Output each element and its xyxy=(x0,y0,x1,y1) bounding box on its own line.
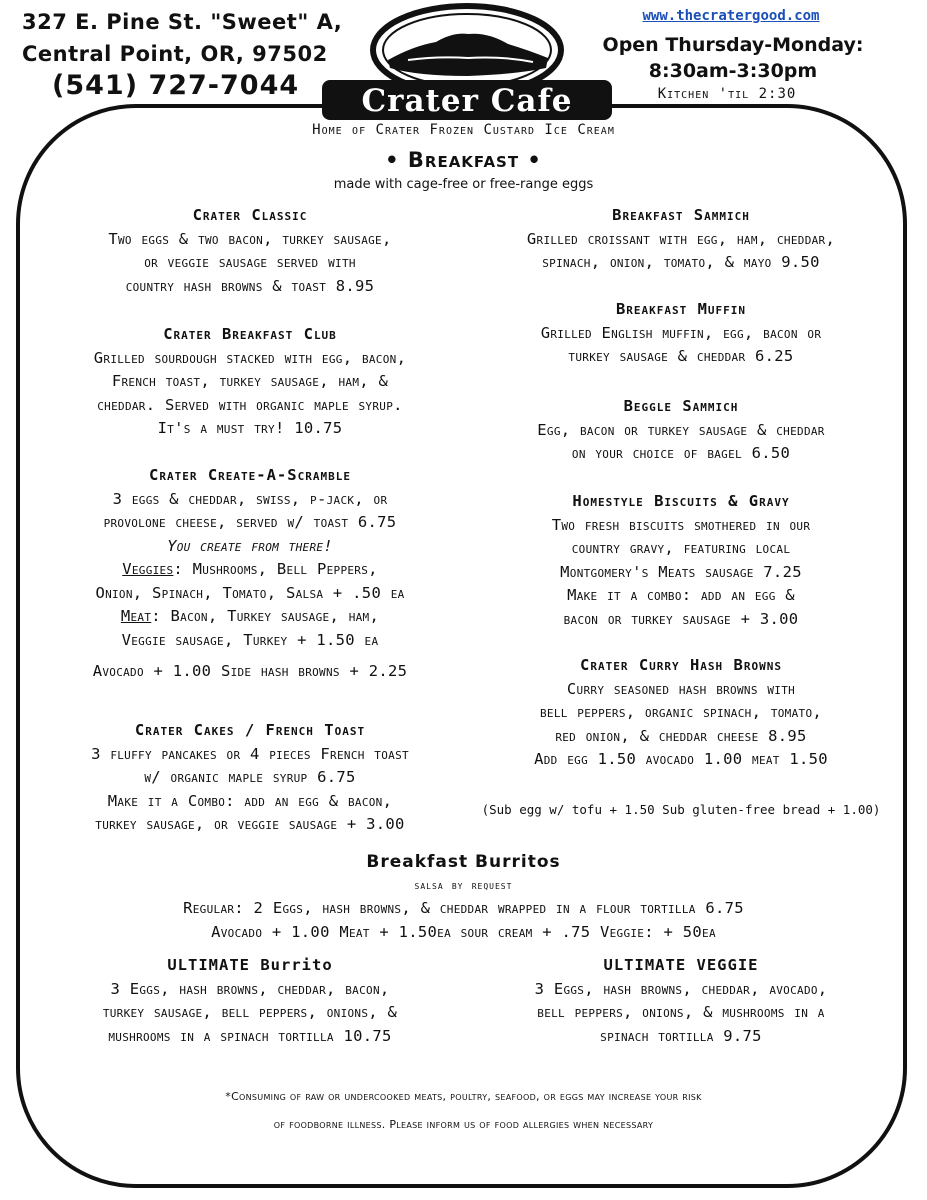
item-line: Egg, bacon or turkey sausage & cheddar xyxy=(537,420,825,439)
item-line: on your choice of bagel 6.50 xyxy=(571,444,791,462)
item-line: Two eggs & two bacon, turkey sausage, xyxy=(108,229,392,248)
kitchen-hours: Kitchen 'til 2:30 xyxy=(657,86,797,102)
website-link[interactable]: www.thecratergood.com xyxy=(642,8,820,24)
item-line: spinach tortilla 9.75 xyxy=(600,1026,762,1045)
logo-text: Crater Cafe xyxy=(361,83,573,119)
item-line: Add egg 1.50 avocado 1.00 meat 1.50 xyxy=(534,750,828,768)
logo-graphic xyxy=(318,2,616,124)
item-title: Crater Cakes / French Toast xyxy=(134,721,366,739)
item-line: country hash browns & toast 8.95 xyxy=(125,276,375,295)
item-title: Crater Breakfast Club xyxy=(163,325,337,343)
veggies-label: Veggies xyxy=(122,560,174,578)
burritos-title: Breakfast Burritos xyxy=(366,852,561,872)
item-line: French toast, turkey sausage, ham, & xyxy=(111,372,389,390)
item-title: Crater Create-A-Scramble xyxy=(149,466,351,484)
section-title: • Breakfast • xyxy=(385,148,542,172)
item-line: Make it a combo: add an egg & xyxy=(567,586,795,604)
item-title: ULTIMATE Burrito xyxy=(167,956,333,974)
item-line: Grilled croissant with egg, ham, cheddar, xyxy=(526,229,836,248)
menu-item-create-a-scramble xyxy=(30,464,470,684)
item-line: bell peppers, onions, & mushrooms in a xyxy=(537,1003,825,1021)
item-line: Two fresh biscuits smothered in our xyxy=(551,515,811,534)
menu-item-crater-cakes xyxy=(30,719,470,837)
item-line: turkey sausage & cheddar 6.25 xyxy=(568,347,794,365)
item-extras: Avocado + 1.00 Side hash browns + 2.25 xyxy=(92,662,408,680)
item-line: cheddar. Served with organic maple syrup. xyxy=(97,395,403,414)
item-line: bacon or turkey sausage + 3.00 xyxy=(563,609,799,628)
item-line: Make it a Combo: add an egg & bacon, xyxy=(107,791,393,810)
item-line: Onion, Spinach, Tomato, Salsa + .50 ea xyxy=(95,583,405,602)
item-line: turkey sausage, bell peppers, onions, & xyxy=(102,1003,398,1021)
item-line: 3 fluffy pancakes or 4 pieces French toast xyxy=(91,744,409,763)
item-line: It's a must try! 10.75 xyxy=(157,419,343,437)
address-line1: 327 E. Pine St. "Sweet" A, xyxy=(22,10,343,34)
menu-item-biscuits-gravy xyxy=(472,490,890,631)
item-line: bell peppers, organic spinach, tomato, xyxy=(539,703,823,721)
item-title: Beggle Sammich xyxy=(623,397,739,415)
crater-cafe-logo xyxy=(318,2,616,124)
item-title: Breakfast Muffin xyxy=(615,300,747,318)
item-line: turkey sausage, or veggie sausage + 3.00 xyxy=(95,815,405,833)
item-line: Montgomery's Meats sausage 7.25 xyxy=(560,562,802,581)
item-line: red onion, & cheddar cheese 8.95 xyxy=(555,726,807,745)
phone-number: (541) 727-7044 xyxy=(52,70,300,101)
item-line: 3 Eggs, hash browns, cheddar, bacon, xyxy=(110,979,390,998)
menu-item-breakfast-sammich xyxy=(472,204,890,275)
hours-times: 8:30am-3:30pm xyxy=(648,60,818,82)
item-title: Crater Curry Hash Browns xyxy=(580,656,782,674)
burrito-addons-line: Avocado + 1.00 Meat + 1.50ea sour cream + .75 Veggie: + 50ea xyxy=(211,922,716,941)
opening-hours xyxy=(583,32,883,84)
menu-item-breakfast-club xyxy=(30,323,470,441)
item-line: or veggie sausage served with xyxy=(144,253,356,271)
footer-disclaimer-line2: of foodborne illness. Please inform us of food allergies when necessary xyxy=(273,1118,654,1131)
item-title: Homestyle Biscuits & Gravy xyxy=(572,492,790,510)
burrito-regular-line: Regular: 2 Eggs, hash browns, & cheddar wrapped in a flour tortilla 6.75 xyxy=(183,899,744,917)
address xyxy=(22,6,342,70)
footer-disclaimer-line1: *Consuming of raw or undercooked meats, poultry, seafood, or eggs may increase your risk xyxy=(225,1090,702,1103)
menu-item-ultimate-veggie xyxy=(472,954,890,1048)
tagline: Home of Crater Frozen Custard Ice Cream xyxy=(312,122,615,138)
item-line: Grilled English muffin, egg, bacon or xyxy=(540,323,822,342)
menu-item-crater-classic xyxy=(40,204,460,298)
menu-item-curry-hash-browns xyxy=(472,654,890,772)
menu-item-ultimate-burrito xyxy=(40,954,460,1048)
meat-label: Meat xyxy=(120,607,152,625)
item-line: Grilled sourdough stacked with egg, bacon, xyxy=(93,348,407,367)
burritos-salsa-note: salsa by request xyxy=(414,878,513,892)
menu-item-breakfast-muffin xyxy=(472,298,890,369)
address-line2: Central Point, OR, 97502 xyxy=(22,42,328,66)
meat-line xyxy=(30,605,470,629)
item-title: Breakfast Sammich xyxy=(612,206,750,224)
menu-item-beggle-sammich xyxy=(472,395,890,466)
substitution-note: (Sub egg w/ tofu + 1.50 Sub gluten-free bread + 1.00) xyxy=(481,802,881,817)
item-line: Veggie sausage, Turkey + 1.50 ea xyxy=(121,630,379,649)
item-line: spinach, onion, tomato, & mayo 9.50 xyxy=(542,253,820,271)
item-line: 3 Eggs, hash browns, cheddar, avocado, xyxy=(534,979,828,998)
item-title: Crater Classic xyxy=(192,206,308,224)
hours-days: Open Thursday-Monday: xyxy=(602,34,864,56)
item-italic-note: You create from there! xyxy=(167,536,333,555)
burritos-regular xyxy=(30,897,897,944)
section-subtitle: made with cage-free or free-range eggs xyxy=(333,177,594,192)
item-line: 3 eggs & cheddar, swiss, p-jack, or xyxy=(112,489,388,508)
item-line: w/ organic maple syrup 6.75 xyxy=(144,768,356,786)
item-line: Curry seasoned hash browns with xyxy=(566,679,796,698)
item-line: provolone cheese, served w/ toast 6.75 xyxy=(103,513,397,531)
meat-text: : Bacon, Turkey sausage, ham, xyxy=(151,607,380,625)
item-line: mushrooms in a spinach tortilla 10.75 xyxy=(108,1026,392,1045)
item-line: country gravy, featuring local xyxy=(571,539,791,557)
veggies-line xyxy=(30,558,470,582)
veggies-text: : Mushrooms, Bell Peppers, xyxy=(173,560,378,578)
item-title: ULTIMATE VEGGIE xyxy=(603,956,759,974)
